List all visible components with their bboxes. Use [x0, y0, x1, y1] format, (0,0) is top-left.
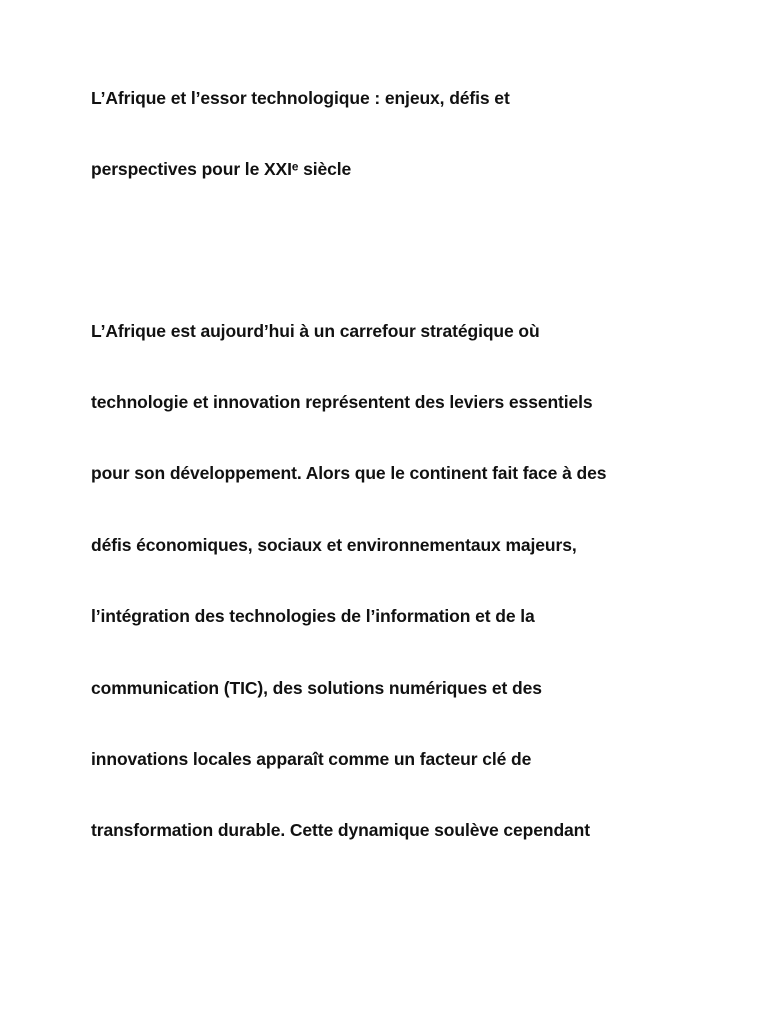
paragraph-line-5: l’intégration des technologies de l’information et de la	[91, 606, 535, 626]
title-line-1: L’Afrique et l’essor technologique : enjeux, défis et	[91, 88, 510, 108]
paragraph-line-1: L’Afrique est aujourd’hui à un carrefour stratégique où	[91, 321, 540, 341]
paragraph-line-3: pour son développement. Alors que le continent fait face à des	[91, 463, 607, 483]
paragraph-line-4: défis économiques, sociaux et environnementaux majeurs,	[91, 535, 577, 555]
paragraph-line-6: communication (TIC), des solutions numériques et des	[91, 678, 542, 698]
paragraph-line-7: innovations locales apparaît comme un facteur clé de	[91, 749, 532, 769]
paragraph-line-8: transformation durable. Cette dynamique soulève cependant	[91, 820, 590, 840]
paragraph-line-2: technologie et innovation représentent des leviers essentiels	[91, 392, 593, 412]
title-line-2: perspectives pour le XXIᵉ siècle	[91, 159, 352, 179]
